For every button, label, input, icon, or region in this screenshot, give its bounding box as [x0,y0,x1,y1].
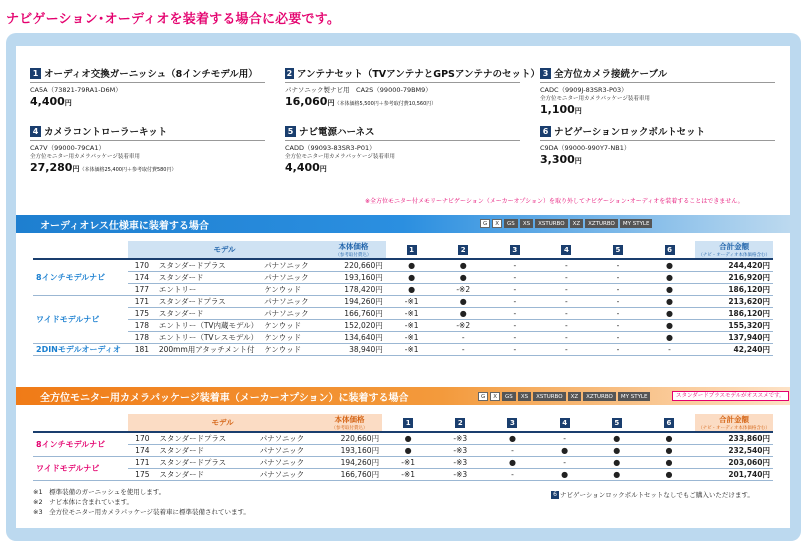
compat-cell: ● [643,432,695,445]
model-number: 174 [128,445,156,457]
model-number: 171 [128,457,156,469]
warning-note: ※全方位モニター付メモリーナビゲーション（メーカーオプション）を取り外してナビゲーション･オーディオを装着することはできません。 [365,198,744,205]
compat-cell: ● [386,272,438,284]
model-maker: パナソニック [261,308,321,320]
part-price [540,103,795,116]
compat-cell: ● [644,320,696,332]
total-price: 201,740円 [695,469,773,481]
part-title-text: オーディオ交換ガーニッシュ（8インチモデル用） [44,69,258,80]
grade-chip: XZTURBO [583,392,616,401]
grade-chip: XZTURBO [585,219,618,228]
compat-cell: ● [486,457,538,469]
part-item [30,66,285,108]
divider [30,140,265,141]
model-maker: パナソニック [261,259,321,272]
compat-cell: - [592,272,644,284]
compat-cell: ● [539,469,591,481]
col-price [317,414,382,432]
part-price-note: （本体価格5,500円＋参考取付費10,560円） [334,101,437,107]
audioless-table [33,241,773,356]
part-price-unit: 円 [64,99,72,107]
part-title [30,124,285,138]
model-type: スタンダード [156,469,256,481]
model-price: 220,660円 [321,259,386,272]
model-price: 193,160円 [321,272,386,284]
compat-cell: - [489,320,541,332]
part-price-unit: 円 [319,165,327,173]
compat-cell: - [489,272,541,284]
compat-cell: -※3 [434,469,486,481]
model-type: スタンダードプラス [156,457,256,469]
model-price: 220,660円 [317,432,382,445]
total-price: 213,620円 [695,296,773,308]
model-number: 177 [128,284,156,296]
compat-cell: -※1 [386,296,438,308]
grade-chip: XS [520,219,533,228]
col-part-4 [539,414,591,432]
part-number-badge: 3 [507,418,517,428]
model-price: 152,020円 [321,320,386,332]
part-note: 全方位モニター用カメラパッケージ装着車用 [30,154,140,160]
compat-cell: - [541,296,593,308]
part-price-note: （本体価格25,400円＋参考取付費580円） [79,167,177,173]
part-number-badge: 3 [540,68,551,79]
camera-table [33,414,773,481]
model-price: 166,760円 [317,469,382,481]
model-type: エントリー（TV内蔵モデル） [156,320,261,332]
model-price: 38,940円 [321,344,386,356]
model-type: スタンダード [156,308,261,320]
part-number-badge: 5 [285,126,296,137]
divider [30,82,265,83]
footnote-2: ※2 ナビ本体に含まれています。 [33,498,134,506]
model-number: 170 [128,259,156,272]
part-number-badge: 4 [560,418,570,428]
col-part-6 [643,414,695,432]
compat-cell: - [592,296,644,308]
model-type: スタンダード [156,272,261,284]
compat-cell: - [489,284,541,296]
compat-cell: - [486,469,538,481]
part-title [540,124,795,138]
grade-chip: X [490,392,500,401]
compat-cell: - [489,308,541,320]
part-number-badge: 5 [613,245,623,255]
part-title [285,124,540,138]
part-number-badge: 2 [455,418,465,428]
compat-cell: - [486,445,538,457]
compat-cell: - [541,272,593,284]
col-total-label: 合計金額 [719,415,749,424]
part-number-badge: 6 [664,418,674,428]
model-price: 166,760円 [321,308,386,320]
grade-chip: XSTURBO [533,392,565,401]
total-price: 203,060円 [695,457,773,469]
compat-cell: -※1 [386,332,438,344]
table-row [33,284,773,296]
compat-cell: - [437,332,489,344]
table-header-row [33,241,773,259]
compat-cell: - [489,344,541,356]
divider [285,82,520,83]
section-camera-title: 全方位モニター用カメラパッケージ装着車（メーカーオプション）に装着する場合 [40,392,409,404]
table-row [33,308,773,320]
model-maker: パナソニック [257,445,317,457]
compat-cell: - [539,432,591,445]
compat-cell: ● [386,284,438,296]
compat-cell: - [541,320,593,332]
part-title-text: ナビゲーションロックボルトセット [554,127,706,138]
model-type: スタンダード [156,445,256,457]
part-price-value: 27,280 [30,161,73,174]
table-row [33,457,773,469]
model-maker: ケンウッド [261,320,321,332]
total-price: 233,860円 [695,432,773,445]
compat-cell: - [541,259,593,272]
model-price: 193,160円 [317,445,382,457]
model-number: 181 [128,344,156,356]
col-total [695,414,773,432]
part-price [30,161,285,174]
compat-cell: ● [643,469,695,481]
model-number: 170 [128,432,156,445]
compat-cell: -※3 [434,432,486,445]
part-item [540,66,795,116]
table-row [33,272,773,284]
group-label: 2DINモデルオーディオ [33,344,128,356]
grade-chip: MY STYLE [618,392,651,401]
part-code: CA5A（73821-79RA1-D6M） [30,86,122,94]
part-price-value: 3,300 [540,153,575,166]
compat-cell: -※1 [382,457,434,469]
part-number-badge: 6 [540,126,551,137]
part-price-unit: 円 [574,157,582,165]
col-part-1 [386,241,438,259]
part-number-badge: 1 [407,245,417,255]
compat-cell: - [541,308,593,320]
compat-cell: ● [644,308,696,320]
total-price: 186,120円 [695,284,773,296]
model-maker: ケンウッド [261,344,321,356]
compat-cell: ● [644,296,696,308]
part-number-badge: 2 [286,68,293,78]
footnote-lockbolt [551,490,754,499]
compat-cell: -※3 [434,445,486,457]
compat-cell: ● [591,432,643,445]
compat-cell: -※1 [386,344,438,356]
compat-cell: ● [591,457,643,469]
model-price: 178,420円 [321,284,386,296]
part-title-text: アンテナセット（TVアンテナとGPSアンテナのセット） [296,69,540,80]
part-price [540,153,795,166]
model-maker: ケンウッド [261,284,321,296]
model-price: 194,260円 [317,457,382,469]
section-audioless-header [16,215,790,233]
grade-list-audioless [480,219,652,228]
total-price: 216,920円 [695,272,773,284]
grade-chip: GS [502,392,516,401]
part-number-badge: 5 [612,418,622,428]
part-title [540,66,795,80]
compat-cell: ● [644,272,696,284]
model-number: 175 [128,308,156,320]
part-price-unit: 円 [574,107,582,115]
grade-chip: MY STYLE [620,219,653,228]
compat-cell: ● [437,272,489,284]
part-title-text: ナビ電源ハーネス [299,127,375,138]
compat-cell: -※3 [434,457,486,469]
compat-cell: ● [644,284,696,296]
compat-cell: - [541,332,593,344]
compat-cell: ● [591,445,643,457]
group-label: ワイドモデルナビ [33,296,128,344]
model-maker: パナソニック [257,457,317,469]
part-code: C9DA（99000-990Y7-NB1） [540,144,631,152]
grade-chip: G [480,219,490,228]
table-header-row [33,414,773,432]
table-row [33,445,773,457]
compat-cell: -※1 [382,469,434,481]
compat-cell: - [592,344,644,356]
part-code: CA7V（99000-79CA1） [30,144,105,152]
col-part-4 [541,241,593,259]
model-type: スタンダードプラス [156,259,261,272]
model-maker: パナソニック [261,296,321,308]
grade-chip: XSTURBO [535,219,567,228]
total-price: 186,120円 [695,308,773,320]
divider [540,140,775,141]
col-price-sub: （参考取付費込） [335,253,372,258]
footnote-3: ※3 全方位モニター用カメラパッケージ装着車に標準装備されています。 [33,508,250,516]
col-part-2 [434,414,486,432]
model-number: 175 [128,469,156,481]
grade-chip: XS [518,392,531,401]
col-total-sub: （ナビ・オーディオ本体価格含む） [698,426,770,431]
table-row [33,320,773,332]
compat-cell: - [489,259,541,272]
compat-cell: ● [591,469,643,481]
group-label: 8インチモデルナビ [33,259,128,296]
table-row [33,344,773,356]
compat-cell: ● [437,308,489,320]
part-number-badge: 1 [30,68,41,79]
compat-cell: - [489,296,541,308]
part-code: CADD（99093-83SR3-P01） [285,144,376,152]
compat-cell: ● [437,296,489,308]
col-model: モデル [128,414,317,432]
group-label: ワイドモデルナビ [33,457,128,481]
footnotes [33,487,250,517]
col-total-sub: （ナビ・オーディオ本体価格含む） [698,253,770,258]
model-type: 200mm用アタッチメント付 [156,344,261,356]
col-part-6 [644,241,696,259]
model-number: 174 [128,272,156,284]
model-number: 178 [128,320,156,332]
footnote-num-badge: 6 [551,491,559,499]
total-price: 244,420円 [695,259,773,272]
divider [285,140,520,141]
section-audioless-title: オーディオレス仕様車に装着する場合 [40,220,209,232]
part-code: パナソニック製ナビ用 CA2S（99000-79BM9） [285,86,432,94]
compat-cell: - [592,284,644,296]
part-price [285,161,540,174]
part-price-value: 4,400 [285,161,320,174]
col-part-3 [489,241,541,259]
compat-cell: - [644,344,696,356]
col-total-label: 合計金額 [719,242,750,251]
col-price-sub: （参考取付費込） [331,426,368,431]
compat-cell: ● [382,445,434,457]
part-item [285,66,540,108]
part-title [285,66,540,80]
part-price-value: 4,400 [30,95,65,108]
compat-cell: -※2 [437,284,489,296]
compat-cell: ● [644,259,696,272]
group-label: 8インチモデルナビ [33,432,128,457]
part-number-badge: 2 [458,245,468,255]
part-title [30,66,285,80]
part-title-text: 全方位カメラ接続ケーブル [554,69,668,80]
compat-cell: ● [644,332,696,344]
grade-chip: GS [504,219,518,228]
compat-cell: ● [643,457,695,469]
page-title: ナビゲーション･オーディオを装着する場合に必要です。 [6,12,341,27]
total-price: 232,540円 [695,445,773,457]
compat-cell: ● [539,445,591,457]
grade-list-camera [478,392,650,401]
grade-chip: XZ [568,392,582,401]
col-part-2 [437,241,489,259]
part-price-value: 1,100 [540,103,575,116]
grade-chip: X [492,219,502,228]
total-price: 137,940円 [695,332,773,344]
model-number: 178 [128,332,156,344]
part-number-badge: 4 [30,126,41,137]
total-price: 155,320円 [695,320,773,332]
model-maker: パナソニック [261,272,321,284]
compat-cell: -※1 [386,320,438,332]
table-row [33,432,773,445]
table-row [33,332,773,344]
compat-cell: - [541,344,593,356]
compat-cell: - [489,332,541,344]
compat-cell: - [437,344,489,356]
compat-cell: - [592,259,644,272]
part-price [30,95,285,108]
recommend-badge: スタンダードプラスモデルがオススメです。 [672,391,789,401]
table-row [33,259,773,272]
part-number-badge: 3 [510,245,520,255]
model-type: エントリー [156,284,261,296]
model-price: 134,640円 [321,332,386,344]
compat-cell: ● [643,445,695,457]
part-number-badge: 1 [403,418,413,428]
part-price-unit: 円 [327,99,335,107]
model-price: 194,260円 [321,296,386,308]
compat-cell: - [541,284,593,296]
part-title-text: カメラコントローラーキット [44,127,168,138]
col-price-label: 本体価格 [334,415,365,424]
divider [540,82,775,83]
compat-cell: - [592,308,644,320]
col-part-5 [592,241,644,259]
part-price-value: 16,060 [285,95,328,108]
model-type: エントリー（TVレスモデル） [156,332,261,344]
grade-chip: XZ [570,219,584,228]
grade-chip: G [478,392,488,401]
compat-cell: -※2 [437,320,489,332]
model-type: スタンダードプラス [156,296,261,308]
compat-cell: ● [486,432,538,445]
model-type: スタンダードプラス [156,432,256,445]
part-note: 全方位モニター用カメラパッケージ装着車用 [285,154,395,160]
part-item [285,124,540,174]
table-row [33,469,773,481]
col-total [695,241,773,259]
col-price [321,241,386,259]
col-price-label: 本体価格 [338,242,369,251]
part-price-unit: 円 [72,165,80,173]
compat-cell: -※1 [386,308,438,320]
model-maker: ケンウッド [261,332,321,344]
compat-cell: ● [437,259,489,272]
compat-cell: - [592,320,644,332]
model-maker: パナソニック [257,432,317,445]
part-note: 全方位モニター用カメラパッケージ装着車用 [540,96,650,102]
part-number-badge: 6 [665,245,675,255]
table-row [33,296,773,308]
col-part-3 [486,414,538,432]
part-item [540,124,795,166]
part-price [285,95,540,108]
model-number: 171 [128,296,156,308]
col-model: モデル [128,241,321,259]
col-part-1 [382,414,434,432]
model-maker: パナソニック [257,469,317,481]
footnote-1: ※1 標準装備のガーニッシュを使用します。 [33,488,166,496]
compat-cell: ● [386,259,438,272]
compat-cell: ● [382,432,434,445]
part-code: CADC（9909J-83SR3-P03） [540,86,628,94]
part-item [30,124,285,174]
compat-cell: - [592,332,644,344]
col-part-5 [591,414,643,432]
footnote-lockbolt-text: ナビゲーションロックボルトセットなしでもご購入いただけます。 [560,491,754,499]
compat-cell: - [539,457,591,469]
total-price: 42,240円 [695,344,773,356]
part-number-badge: 4 [561,245,571,255]
